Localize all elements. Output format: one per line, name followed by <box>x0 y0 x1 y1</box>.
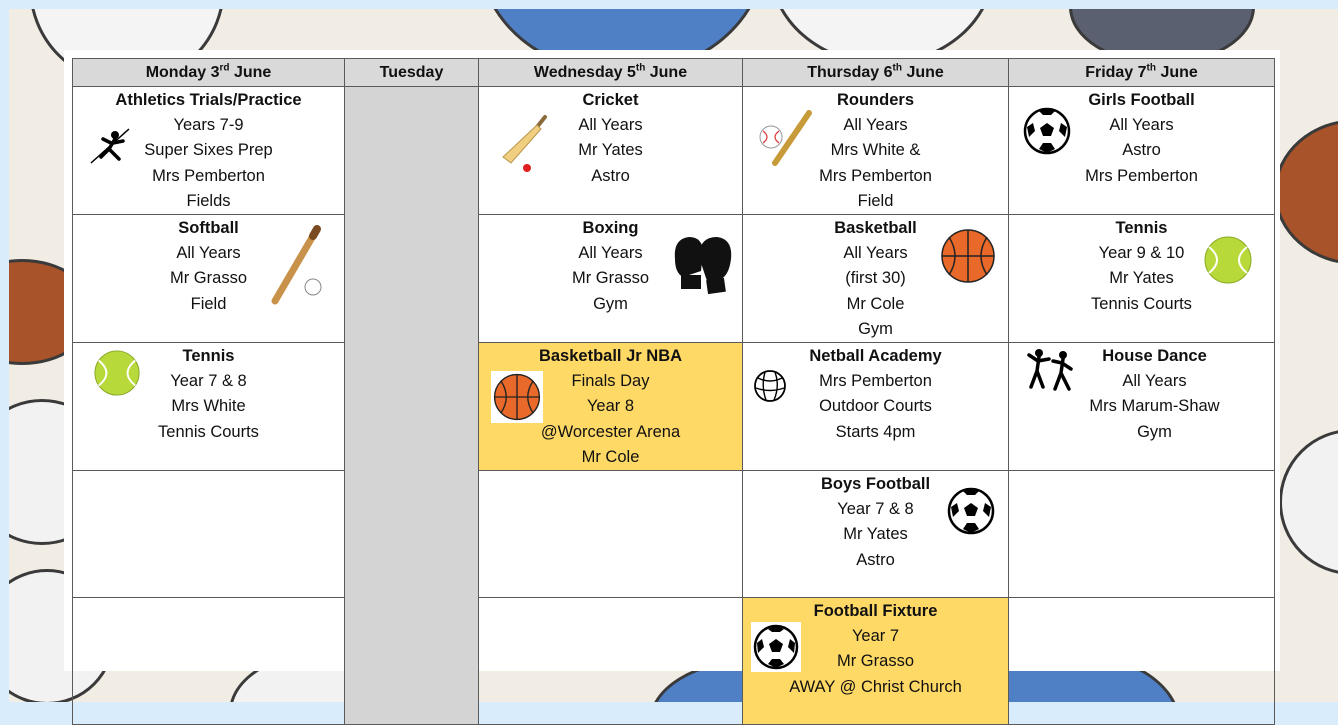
event-detail: Tennis Courts <box>158 422 259 441</box>
event-title: Boys Football <box>820 475 931 494</box>
event-detail: Mr Cole <box>581 447 640 466</box>
event-title: Basketball Jr NBA <box>538 347 683 366</box>
event-title: Tennis <box>182 347 235 366</box>
event-title: Athletics Trials/Practice <box>115 91 302 109</box>
event-detail: All Years <box>843 244 908 263</box>
event-detail: Finals Day <box>571 372 650 391</box>
event-detail: Mrs Pemberton <box>152 166 265 185</box>
empty-cell <box>479 598 743 725</box>
event-cell <box>479 215 743 343</box>
event-detail: Field <box>190 294 227 313</box>
event-detail: Starts 4pm <box>835 422 916 441</box>
event-title: Tennis <box>1115 219 1168 238</box>
header-wednesday: Wednesday 5th June <box>479 59 743 87</box>
event-detail: Mr Yates <box>843 525 908 544</box>
event-cell-highlighted <box>743 598 1009 725</box>
event-detail: Gym <box>858 319 893 338</box>
event-detail: AWAY @ Christ Church <box>789 677 962 696</box>
event-cell <box>743 471 1009 598</box>
event-detail: Year 7 <box>851 627 900 646</box>
table-row <box>73 215 1275 343</box>
left-border <box>0 0 9 702</box>
event-detail: (first 30) <box>845 269 906 288</box>
header-thursday: Thursday 6th June <box>743 59 1009 87</box>
event-title: Boxing <box>582 219 639 238</box>
header-tuesday: Tuesday <box>345 59 479 87</box>
event-detail: All Years <box>1122 372 1187 391</box>
sports-timetable <box>72 58 1275 725</box>
event-detail: All Years <box>1109 116 1174 135</box>
event-detail: @Worcester Arena <box>540 422 681 441</box>
event-detail: All Years <box>578 116 643 135</box>
event-detail: Mrs White <box>171 397 246 416</box>
event-title: Softball <box>178 219 239 238</box>
event-detail: Astro <box>856 550 895 569</box>
table-row <box>73 87 1275 215</box>
event-detail: Mr Grasso <box>836 652 914 671</box>
event-detail: Mrs Pemberton <box>819 372 932 391</box>
event-detail: Mrs Marum-Shaw <box>1089 397 1220 416</box>
event-title: Girls Football <box>1088 91 1195 109</box>
event-detail: Year 8 <box>586 397 635 416</box>
header-monday: Monday 3rd June <box>73 59 345 87</box>
event-detail: Year 7 & 8 <box>170 372 247 391</box>
event-detail: Astro <box>591 166 630 185</box>
event-cell-highlighted <box>479 343 743 471</box>
event-detail: Mr Grasso <box>169 269 247 288</box>
event-cell <box>743 215 1009 343</box>
event-title: Football Fixture <box>813 602 938 621</box>
event-detail: Mrs Pemberton <box>819 166 932 185</box>
event-title: Rounders <box>836 91 914 109</box>
event-cell <box>1009 215 1275 343</box>
empty-cell <box>73 471 345 598</box>
event-detail: Year 9 & 10 <box>1098 244 1185 263</box>
event-detail: Years 7-9 <box>173 116 244 135</box>
event-detail: Outdoor Courts <box>819 397 932 416</box>
table-row <box>73 343 1275 471</box>
event-detail: All Years <box>843 116 908 135</box>
event-cell <box>73 343 345 471</box>
event-detail: All Years <box>176 244 241 263</box>
event-detail: Gym <box>593 294 628 313</box>
event-detail: Mr Yates <box>578 141 643 160</box>
event-detail: Mrs White & <box>830 141 921 160</box>
event-title: Basketball <box>834 219 917 238</box>
table-row <box>73 598 1275 725</box>
soccer-ball-decoration <box>1279 429 1338 575</box>
tuesday-empty-column <box>345 87 479 725</box>
event-cell <box>479 87 743 215</box>
event-detail: Mr Cole <box>846 294 905 313</box>
event-title: Cricket <box>582 91 639 109</box>
table-row <box>73 471 1275 598</box>
empty-cell <box>73 598 345 725</box>
top-border <box>0 0 1338 9</box>
event-detail: Year 7 & 8 <box>837 500 914 519</box>
event-detail: All Years <box>578 244 643 263</box>
event-detail: Gym <box>1137 422 1172 441</box>
event-cell <box>1009 87 1275 215</box>
event-detail: Fields <box>186 191 231 210</box>
event-detail: Field <box>857 191 894 210</box>
event-title: Netball Academy <box>809 347 942 366</box>
header-row <box>73 59 1275 87</box>
empty-cell <box>1009 471 1275 598</box>
event-cell <box>73 87 345 215</box>
event-cell <box>743 343 1009 471</box>
empty-cell <box>479 471 743 598</box>
event-cell <box>1009 343 1275 471</box>
event-detail: Mr Yates <box>1109 269 1174 288</box>
event-detail: Mr Grasso <box>571 269 649 288</box>
empty-cell <box>1009 598 1275 725</box>
event-title: House Dance <box>1102 347 1207 366</box>
rugby-ball-decoration <box>1274 119 1338 265</box>
event-detail: Super Sixes Prep <box>144 141 273 160</box>
event-detail: Tennis Courts <box>1091 294 1192 313</box>
event-cell <box>743 87 1009 215</box>
event-detail: Mrs Pemberton <box>1085 166 1198 185</box>
header-friday: Friday 7th June <box>1009 59 1275 87</box>
event-detail: Astro <box>1122 141 1161 160</box>
event-cell <box>73 215 345 343</box>
